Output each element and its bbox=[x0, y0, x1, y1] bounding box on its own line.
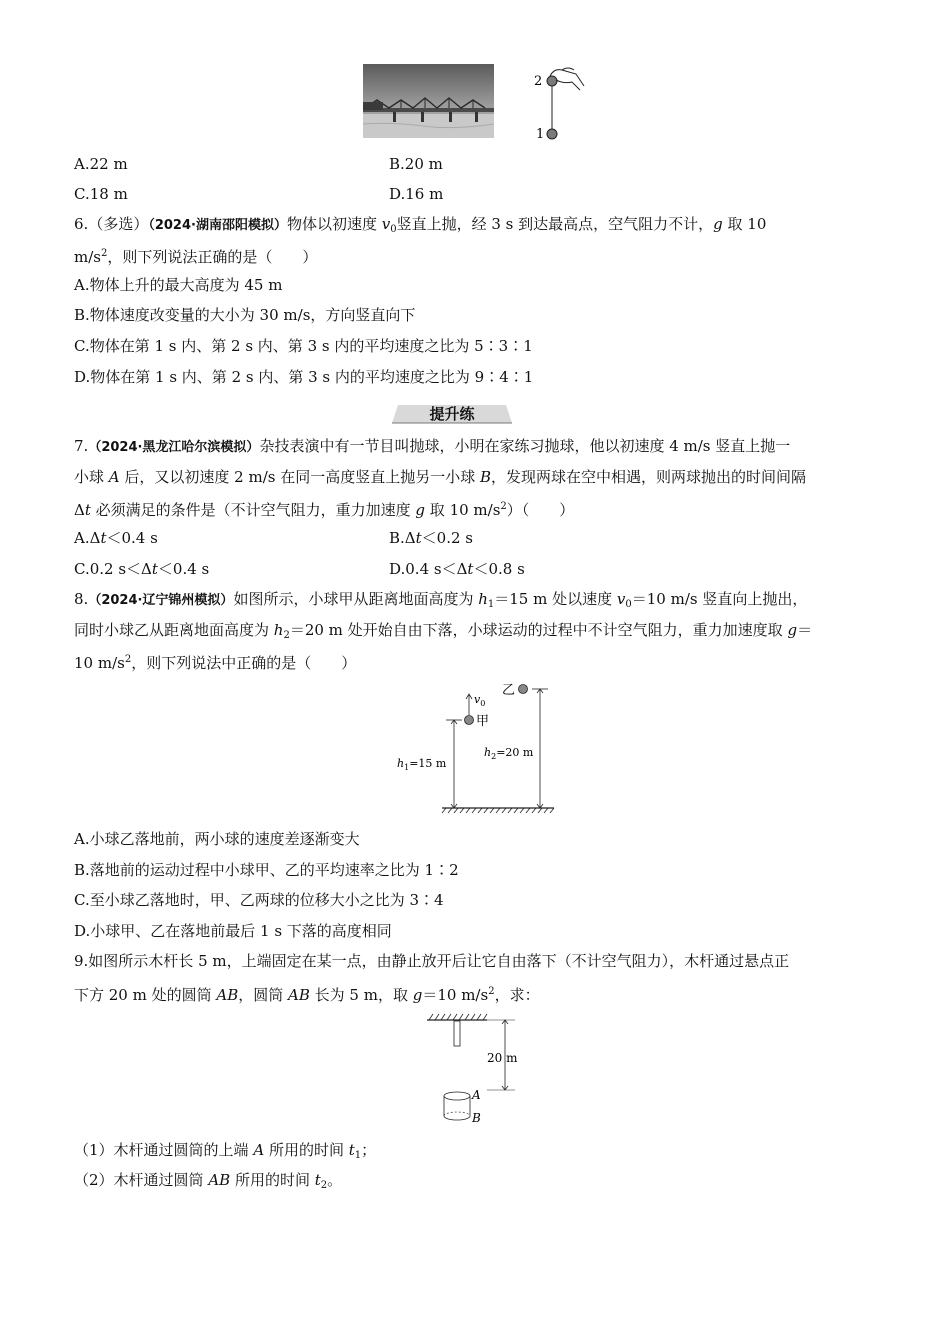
ball-position-1 bbox=[547, 129, 557, 139]
q9-text: 下方 20 m 处的圆筒 bbox=[74, 986, 217, 1004]
fig-h2-sub: 2 bbox=[491, 752, 497, 761]
q7-opt-text: ＜0.8 s bbox=[473, 560, 525, 578]
q9-text: ； bbox=[361, 1141, 377, 1159]
q7-opt-text: C.0.2 s＜Δ bbox=[74, 560, 152, 578]
q9-var-ab: AB bbox=[288, 986, 310, 1004]
q8-sub: 1 bbox=[487, 599, 495, 610]
q8-source: （2024·辽宁锦州模拟） bbox=[88, 593, 234, 608]
q7-var-g: g bbox=[415, 501, 426, 519]
q6-text: 取 10 bbox=[722, 215, 767, 233]
bridge-photo bbox=[363, 64, 494, 138]
fig-v0: v bbox=[474, 693, 481, 706]
q7-opt-text: ＜0.2 s bbox=[421, 529, 473, 547]
svg-text:h1=15 m bbox=[397, 757, 447, 772]
q8-text: ＝15 m 处以速度 bbox=[494, 590, 617, 608]
q5-option-a: A.22 m bbox=[74, 155, 128, 173]
q6-stem-line-2 bbox=[74, 244, 317, 267]
position-2-label: 2 bbox=[534, 74, 543, 89]
fig-h2: h bbox=[484, 746, 492, 759]
ball-jia bbox=[465, 716, 474, 725]
ball-position-2 bbox=[547, 76, 557, 86]
q9-text: 所用的时间 bbox=[264, 1141, 349, 1159]
q5-option-b: B.20 m bbox=[389, 155, 443, 173]
q6-sub: 0 bbox=[390, 224, 397, 235]
q7-stem-line-1 bbox=[74, 436, 790, 458]
q7-opt-text: ＜0.4 s bbox=[157, 560, 210, 578]
q7-opt-var: t bbox=[100, 529, 107, 547]
q6-option-c: C.物体在第 1 s 内、第 2 s 内、第 3 s 内的平均速度之比为 5∶3∶1 bbox=[74, 337, 533, 355]
q7-text: Δ bbox=[74, 501, 85, 519]
fig-h1: h bbox=[397, 757, 405, 770]
ball-drop-figure bbox=[532, 64, 588, 142]
q9-text: 长为 5 m，取 bbox=[309, 986, 413, 1004]
q6-text: 物体以初速度 bbox=[286, 215, 382, 233]
q8-option-a: A.小球乙落地前，两小球的速度差逐渐变大 bbox=[74, 830, 360, 848]
position-1-label: 1 bbox=[536, 127, 545, 142]
q7-option-b bbox=[389, 528, 473, 548]
q9-var-t: t bbox=[314, 1171, 321, 1189]
q9-text: ，求： bbox=[494, 986, 540, 1004]
q6-source: （2024·湖南邵阳模拟） bbox=[148, 218, 287, 233]
q6-stem-line-1 bbox=[74, 214, 766, 240]
distance-label: 20 m bbox=[487, 1051, 518, 1065]
label-yi: 乙 bbox=[502, 683, 516, 698]
q8-stem-line-1 bbox=[74, 589, 807, 615]
q7-option-a bbox=[74, 528, 158, 548]
q9-subquestion-1 bbox=[74, 1140, 376, 1166]
q8-var-v: v bbox=[616, 590, 626, 608]
q8-text: ＝ bbox=[797, 621, 813, 639]
q8-var-h: h bbox=[478, 590, 488, 608]
q9-stem-line-1: 9.如图所示木杆长 5 m，上端固定在某一点，由静止放开后让它自由落下（不计空气阻力），木杆通过悬点正 bbox=[74, 952, 790, 970]
q7-text: ）（ ） bbox=[506, 501, 575, 519]
q8-figure bbox=[392, 680, 562, 814]
q8-var-g: g bbox=[787, 621, 798, 639]
q6-tag: （多选） bbox=[88, 215, 149, 233]
q6-text: m/s bbox=[74, 248, 101, 266]
q8-text: 10 m/s bbox=[74, 654, 125, 672]
q8-text: 同时小球乙从距离地面高度为 bbox=[74, 621, 274, 639]
ball-yi bbox=[519, 685, 528, 694]
q7-stem-line-3 bbox=[74, 497, 574, 520]
q9-text: 所用的时间 bbox=[230, 1171, 315, 1189]
q6-var-g: g bbox=[713, 215, 723, 233]
q7-sup: 2 bbox=[500, 501, 507, 512]
q7-text: 杂技表演中有一节目叫抛球，小明在家练习抛球，他以初速度 4 m/s 竖直上抛一 bbox=[259, 437, 791, 455]
q7-opt-var: t bbox=[415, 529, 422, 547]
q8-stem-line-3 bbox=[74, 650, 356, 673]
q6-sup: 2 bbox=[100, 248, 108, 259]
q7-number: 7. bbox=[74, 437, 89, 455]
q7-text: ，发现两球在空中相遇，则两球抛出的时间间隔 bbox=[491, 468, 807, 486]
q8-sup: 2 bbox=[124, 654, 132, 665]
q7-opt-text: B.Δ bbox=[389, 529, 416, 547]
q8-stem-line-2 bbox=[74, 620, 812, 646]
svg-text:v0 bbox=[474, 693, 485, 708]
q8-text: 如图所示，小球甲从距离地面高度为 bbox=[233, 590, 479, 608]
q8-text: ＝10 m/s 竖直向上抛出， bbox=[631, 590, 808, 608]
q8-option-b: B.落地前的运动过程中小球甲、乙的平均速率之比为 1∶2 bbox=[74, 861, 459, 879]
q8-option-d: D.小球甲、乙在落地前最后 1 s 下落的高度相同 bbox=[74, 922, 392, 940]
svg-text:h2=20 m bbox=[484, 746, 534, 761]
section-title: 提升练 bbox=[429, 405, 475, 423]
q8-text: ，则下列说法中正确的是（ ） bbox=[131, 654, 357, 672]
q7-stem-line-2 bbox=[74, 467, 806, 487]
cylinder-ab bbox=[444, 1092, 470, 1120]
q9-subquestion-2 bbox=[74, 1170, 342, 1196]
q7-opt-text: A.Δ bbox=[74, 529, 101, 547]
q7-text: 必须满足的条件是（不计空气阻力，重力加速度 bbox=[90, 501, 416, 519]
q7-text: 小球 bbox=[74, 468, 109, 486]
q9-var-g: g bbox=[412, 986, 423, 1004]
q8-option-c: C.至小球乙落地时，甲、乙两球的位移大小之比为 3∶4 bbox=[74, 891, 444, 909]
q7-opt-var: t bbox=[467, 560, 474, 578]
q9-sub: 1 bbox=[354, 1150, 362, 1161]
cylinder-label-a: A bbox=[472, 1088, 481, 1102]
q9-sub: 2 bbox=[320, 1180, 328, 1191]
q9-figure bbox=[423, 1010, 523, 1128]
fig-h1-sub: 1 bbox=[404, 763, 410, 772]
q7-source: （2024·黑龙江哈尔滨模拟） bbox=[88, 440, 260, 455]
q6-text: 竖直上抛，经 3 s 到达最高点，空气阻力不计， bbox=[396, 215, 714, 233]
q6-option-d: D.物体在第 1 s 内、第 2 s 内、第 3 s 内的平均速度之比为 9∶4∶1 bbox=[74, 368, 534, 386]
q9-text: （1）木杆通过圆筒的上端 bbox=[74, 1141, 254, 1159]
fig-h2-val: =20 m bbox=[496, 746, 534, 759]
q5-option-c: C.18 m bbox=[74, 185, 128, 203]
q9-sup: 2 bbox=[488, 986, 495, 997]
q7-text: 取 10 m/s bbox=[425, 501, 501, 519]
q9-text: ，圆筒 bbox=[238, 986, 289, 1004]
section-banner bbox=[392, 403, 512, 425]
q8-sub: 0 bbox=[625, 599, 632, 610]
q7-opt-text: D.0.4 s＜Δ bbox=[389, 560, 468, 578]
q9-var-t: t bbox=[348, 1141, 355, 1159]
q9-text: ＝10 m/s bbox=[422, 986, 489, 1004]
q8-sub: 2 bbox=[283, 630, 290, 641]
fig-v0-sub: 0 bbox=[480, 699, 486, 708]
q9-text: （2）木杆通过圆筒 bbox=[74, 1171, 209, 1189]
q7-opt-text: ＜0.4 s bbox=[106, 529, 158, 547]
q6-number: 6. bbox=[74, 215, 89, 233]
q6-option-a: A.物体上升的最大高度为 45 m bbox=[74, 276, 283, 294]
q6-text: ，则下列说法正确的是（ ） bbox=[107, 248, 318, 266]
q6-var-v: v bbox=[381, 215, 391, 233]
q7-var-a: A bbox=[108, 468, 120, 486]
wooden-rod bbox=[454, 1021, 460, 1046]
q8-text: ＝20 m 处开始自由下落，小球运动的过程中不计空气阻力，重力加速度取 bbox=[289, 621, 788, 639]
q7-option-d bbox=[389, 559, 525, 579]
q5-option-d: D.16 m bbox=[389, 185, 444, 203]
q9-var-ab: AB bbox=[216, 986, 239, 1004]
q9-var-a: A bbox=[253, 1141, 265, 1159]
cylinder-label-b: B bbox=[472, 1111, 481, 1125]
q7-var-b: B bbox=[480, 468, 492, 486]
q7-text: 后，又以初速度 2 m/s 在同一高度竖直上抛另一小球 bbox=[119, 468, 480, 486]
label-jia: 甲 bbox=[476, 714, 490, 729]
q6-option-b: B.物体速度改变量的大小为 30 m/s，方向竖直向下 bbox=[74, 306, 416, 324]
fig-h1-val: =15 m bbox=[409, 757, 447, 770]
q7-var-t: t bbox=[84, 501, 91, 519]
q7-option-c bbox=[74, 559, 209, 579]
q8-var-h: h bbox=[273, 621, 284, 639]
q9-var-ab: AB bbox=[208, 1171, 231, 1189]
q8-number: 8. bbox=[74, 590, 89, 608]
q9-stem-line-2 bbox=[74, 982, 540, 1005]
q9-text: 。 bbox=[327, 1171, 343, 1189]
q7-opt-var: t bbox=[151, 560, 158, 578]
